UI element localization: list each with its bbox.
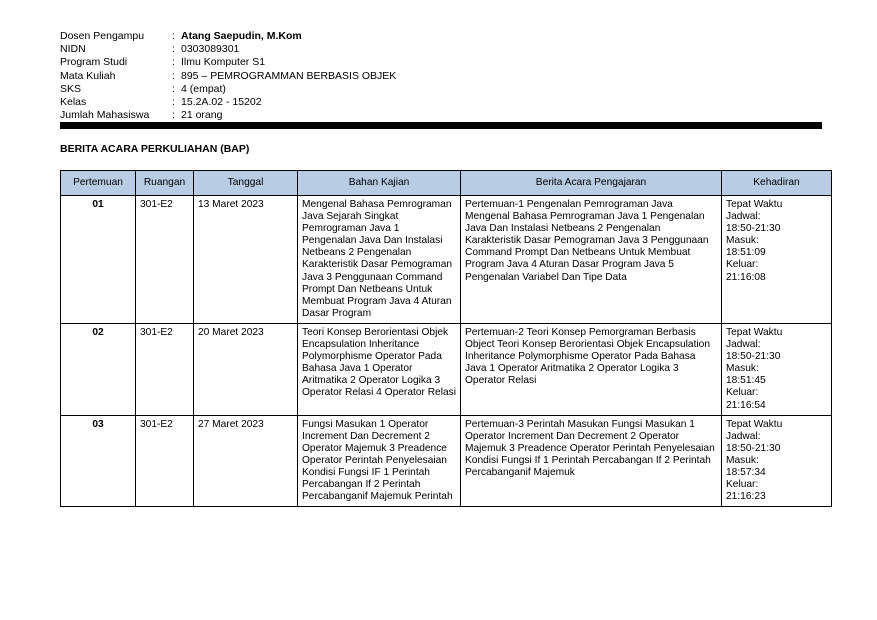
- info-label: Mata Kuliah: [60, 69, 116, 82]
- course-info: [60, 30, 396, 122]
- info-separator: :: [172, 109, 175, 122]
- section-title: BERITA ACARA PERKULIAHAN (BAP): [60, 143, 250, 155]
- info-label: NIDN: [60, 43, 86, 56]
- info-label: Kelas: [60, 96, 87, 109]
- column-header-kehadiran: Kehadiran: [722, 171, 832, 196]
- info-separator: :: [172, 43, 175, 56]
- table-row: [61, 415, 832, 507]
- bap-table: [60, 170, 832, 507]
- cell-tanggal: 27 Maret 2023: [194, 415, 298, 507]
- cell-pertemuan: 03: [61, 415, 136, 507]
- cell-ruangan: 301-E2: [136, 415, 194, 507]
- cell-pertemuan: 02: [61, 323, 136, 415]
- info-row-prodi: [60, 56, 396, 69]
- cell-berita-acara: Pertemuan-2 Teori Konsep Pemorgraman Berbasis Object Teori Konsep Berorientasi Objek Encapsulation Inheritance Polymorphisme Operator Pada Bahasa Java 1 Operator Aritmatika 2 Operator Logika 3 Operator Relasi: [461, 323, 722, 415]
- table-row: [61, 196, 832, 324]
- info-value: Ilmu Komputer S1: [181, 56, 266, 69]
- info-row-kelas: [60, 96, 396, 109]
- cell-tanggal: 13 Maret 2023: [194, 196, 298, 324]
- cell-ruangan: 301-E2: [136, 196, 194, 324]
- info-separator: :: [172, 69, 175, 82]
- info-value: 0303089301: [181, 43, 240, 56]
- cell-pertemuan: 01: [61, 196, 136, 324]
- info-separator: :: [172, 30, 175, 42]
- cell-kehadiran: Tepat Waktu Jadwal: 18:50-21:30 Masuk: 18:51:09 Keluar: 21:16:08: [722, 196, 832, 324]
- cell-bahan-kajian: Fungsi Masukan 1 Operator Increment Dan Decrement 2 Operator Majemuk 3 Preadence Operator Perintah Penyelesaian Kondisi Fungsi IF 1 Perintah Percabangan If 2 Perintah Percabanganif Majemuk Perintah: [298, 415, 461, 507]
- info-separator: :: [172, 82, 175, 95]
- column-header-tanggal: Tanggal: [194, 171, 298, 196]
- info-row-nidn: [60, 43, 396, 56]
- cell-kehadiran: Tepat Waktu Jadwal: 18:50-21:30 Masuk: 18:57:34 Keluar: 21:16:23: [722, 415, 832, 507]
- cell-bahan-kajian: Mengenal Bahasa Pemrograman Java Sejarah Singkat Pemrograman Java 1 Pengenalan Java Dan Instalasi Netbeans 2 Pengenalan Karakteristik Dasar Pemograman Java 3 Penggunaan Command Prompt Dan Netbeans Untuk Membuat Program Java 4 Aturan Dasar Program: [298, 196, 461, 324]
- cell-kehadiran: Tepat Waktu Jadwal: 18:50-21:30 Masuk: 18:51:45 Keluar: 21:16:54: [722, 323, 832, 415]
- table-row: [61, 323, 832, 415]
- info-row-dosen: [60, 30, 396, 43]
- table-header-row: [61, 171, 832, 196]
- cell-bahan-kajian: Teori Konsep Berorientasi Objek Encapsulation Inheritance Polymorphisme Operator Pada Bahasa Java 1 Operator Aritmatika 2 Operator Logika 3 Operator Relasi 4 Operator Relasi: [298, 323, 461, 415]
- cell-berita-acara: Pertemuan-3 Perintah Masukan Fungsi Masukan 1 Operator Increment Dan Decrement 2 Operator Majemuk 3 Preadence Operator Perintah Penyelesaian Kondisi Fungsi If 1 Perintah Percabangan If 2 Perintah Percabanganif Majemuk: [461, 415, 722, 507]
- info-value: 21 orang: [181, 109, 223, 122]
- header-divider: [60, 122, 822, 129]
- info-value: 895 – PEMROGRAMMAN BERBASIS OBJEK: [181, 69, 397, 82]
- column-header-berita-acara: Berita Acara Pengajaran: [461, 171, 722, 196]
- info-label: Jumlah Mahasiswa: [60, 109, 150, 122]
- cell-ruangan: 301-E2: [136, 323, 194, 415]
- info-label: SKS: [60, 82, 82, 95]
- info-label: Dosen Pengampu: [60, 30, 145, 42]
- info-separator: :: [172, 96, 175, 109]
- info-separator: :: [172, 56, 175, 69]
- cell-berita-acara: Pertemuan-1 Pengenalan Pemrograman Java Mengenal Bahasa Pemrograman Java 1 Pengenalan Java Dan Instalasi Netbeans 2 Pengenalan Karakteristik Dasar Pemograman Java 3 Penggunaan Command Prompt Dan Netbeans Untuk Membuat Program Java 4 Aturan Dasar Program Java 5 Pengenalan Variabel Dan Tipe Data: [461, 196, 722, 324]
- column-header-ruangan: Ruangan: [136, 171, 194, 196]
- column-header-bahan-kajian: Bahan Kajian: [298, 171, 461, 196]
- info-value: Atang Saepudin, M.Kom: [181, 30, 302, 42]
- info-value: 4 (empat): [181, 82, 226, 95]
- cell-tanggal: 20 Maret 2023: [194, 323, 298, 415]
- column-header-pertemuan: Pertemuan: [61, 171, 136, 196]
- info-row-jumlah: [60, 109, 396, 122]
- info-row-sks: [60, 83, 396, 96]
- info-label: Program Studi: [60, 56, 128, 69]
- info-value: 15.2A.02 - 15202: [181, 96, 262, 109]
- info-row-matkul: [60, 70, 396, 83]
